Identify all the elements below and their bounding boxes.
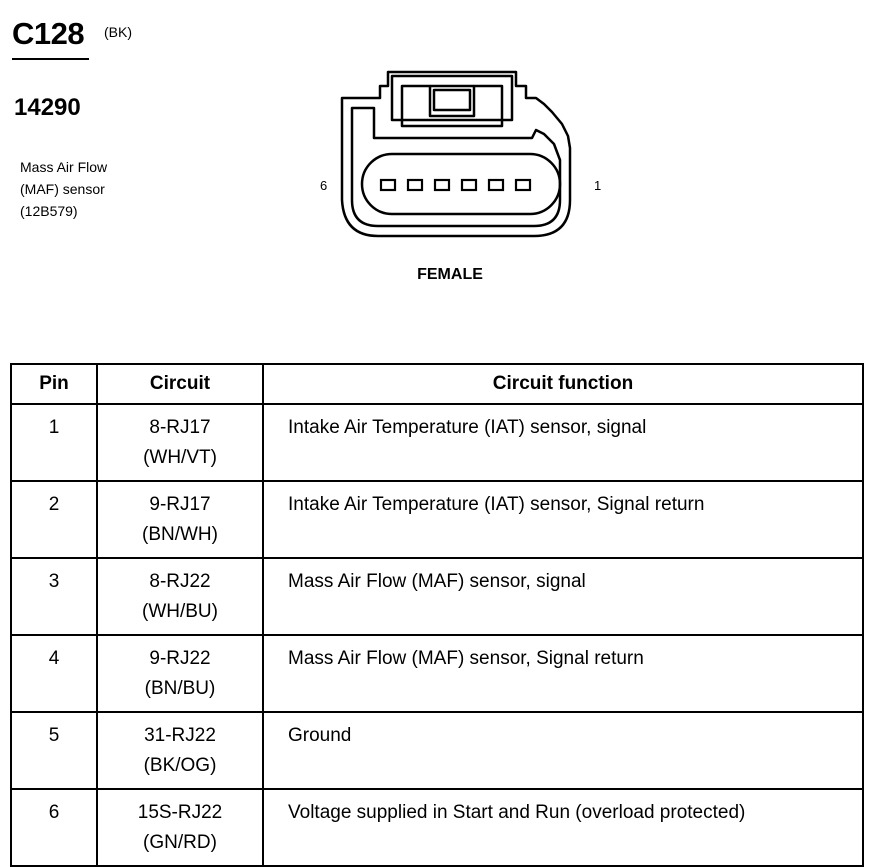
circuit-function: Ground — [263, 712, 863, 789]
description-line: (MAF) sensor — [20, 181, 105, 197]
wire-color: (BK/OG) — [143, 755, 217, 776]
circuit-cell — [97, 558, 263, 635]
table-row — [11, 404, 863, 481]
connector-color-code: (BK) — [104, 24, 132, 40]
circuit-cell — [97, 404, 263, 481]
table-row — [11, 789, 863, 866]
pin-number: 4 — [11, 635, 97, 712]
title-underline — [12, 58, 89, 60]
pin-label-left: 6 — [320, 178, 328, 193]
wire-color: (BN/WH) — [142, 524, 218, 545]
circuit-function: Voltage supplied in Start and Run (overload protected) — [263, 789, 863, 866]
circuit-cell — [97, 712, 263, 789]
connector-id: C128 — [12, 16, 85, 51]
circuit-cell — [97, 635, 263, 712]
circuit-function: Mass Air Flow (MAF) sensor, signal — [263, 558, 863, 635]
pinout-table — [10, 363, 864, 867]
header-circuit: Circuit — [97, 364, 263, 404]
circuit-id: 9-RJ17 — [149, 494, 211, 515]
table-row — [11, 712, 863, 789]
description-line: Mass Air Flow — [20, 159, 108, 175]
pin-terminals — [381, 180, 530, 190]
connector-latch — [392, 76, 512, 120]
circuit-id: 8-RJ17 — [149, 417, 211, 438]
wire-color: (BN/BU) — [144, 678, 216, 699]
circuit-function: Intake Air Temperature (IAT) sensor, signal — [263, 404, 863, 481]
circuit-function: Mass Air Flow (MAF) sensor, Signal return — [263, 635, 863, 712]
pin-number: 6 — [11, 789, 97, 866]
part-number: 14290 — [14, 94, 81, 121]
pin-number: 5 — [11, 712, 97, 789]
table-row — [11, 635, 863, 712]
pin-number: 1 — [11, 404, 97, 481]
circuit-function: Intake Air Temperature (IAT) sensor, Signal return — [263, 481, 863, 558]
circuit-id: 9-RJ22 — [149, 648, 211, 669]
circuit-id: 8-RJ22 — [149, 571, 211, 592]
pin-number: 2 — [11, 481, 97, 558]
wire-color: (WH/VT) — [143, 447, 217, 468]
pin-number: 3 — [11, 558, 97, 635]
table-row — [11, 558, 863, 635]
pin-label-right: 1 — [594, 178, 602, 193]
header-circuit-function: Circuit function — [263, 364, 863, 404]
connector-gender-label: FEMALE — [417, 266, 483, 283]
wire-color: (GN/RD) — [143, 832, 217, 853]
description-line: (12B579) — [20, 203, 78, 219]
circuit-id: 31-RJ22 — [144, 725, 216, 746]
connector-face-diagram — [330, 60, 590, 250]
circuit-id: 15S-RJ22 — [137, 802, 223, 823]
table-row — [11, 481, 863, 558]
circuit-cell — [97, 481, 263, 558]
wire-color: (WH/BU) — [142, 601, 218, 622]
header-pin: Pin — [11, 364, 97, 404]
circuit-cell — [97, 789, 263, 866]
table-header-row — [11, 364, 863, 404]
